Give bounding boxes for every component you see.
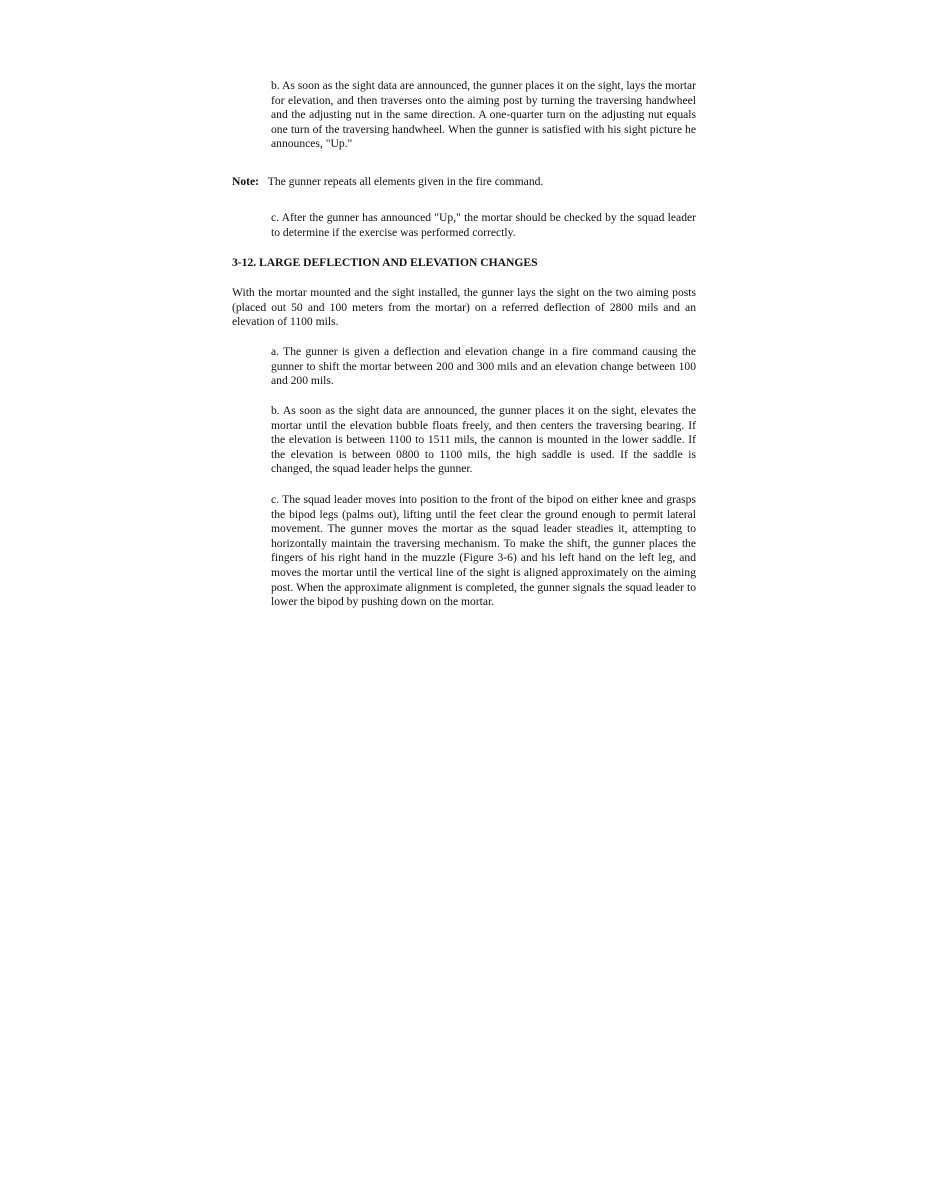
note-text: The gunner repeats all elements given in the fire command.	[267, 175, 544, 188]
section-intro-paragraph: With the mortar mounted and the sight installed, the gunner lays the sight on the two aiming posts (placed out 50 and 100 meters from the mortar) on a referred deflection of 2800 mils and an elevation of 1100 mils.	[232, 286, 696, 329]
paragraph-b-sight-data: b. As soon as the sight data are announced, the gunner places it on the sight, lays the mortar for elevation, and then traverses onto the aiming post by turning the traversing handwheel and the adjusting nut in the same direction. A one-quarter turn on the adjusting nut equals one turn of the traversing handwheel. When the gunner is satisfied with his sight picture he announces, "Up."	[271, 79, 696, 151]
paragraph-c-squad-leader: c. The squad leader moves into position to the front of the bipod on either knee and grasps the bipod legs (palms out), lifting until the feet clear the ground enough to permit lateral movement. The gunner moves the mortar as the squad leader steadies it, attempting to horizontally maintain the traversing mechanism. To make the shift, the gunner places the fingers of his right hand in the muzzle (Figure 3-6) and his left hand on the left leg, and moves the mortar until the vertical line of the sight is aligned approximately on the aiming post. When the approximate alignment is completed, the gunner signals the squad leader to lower the bipod by pushing down on the mortar.	[271, 493, 696, 609]
section-heading: 3-12. LARGE DEFLECTION AND ELEVATION CHANGES	[232, 256, 538, 269]
note	[232, 175, 696, 190]
paragraph-b-elevation: b. As soon as the sight data are announced, the gunner places it on the sight, elevates the mortar until the elevation bubble floats freely, and then centers the traversing bearing. If the elevation is between 1100 to 1511 mils, the cannon is mounted in the lower saddle. If the elevation is between 0800 to 1100 mils, the high saddle is used. If the saddle is changed, the squad leader helps the gunner.	[271, 404, 696, 476]
paragraph-c-gunner-up: c. After the gunner has announced "Up," the mortar should be checked by the squad leader to determine if the exercise was performed correctly.	[271, 211, 696, 239]
note-label: Note:	[232, 175, 260, 188]
paragraph-a-fire-command: a. The gunner is given a deflection and elevation change in a fire command causing the gunner to shift the mortar between 200 and 300 mils and an elevation change between 100 and 200 mils.	[271, 345, 696, 388]
